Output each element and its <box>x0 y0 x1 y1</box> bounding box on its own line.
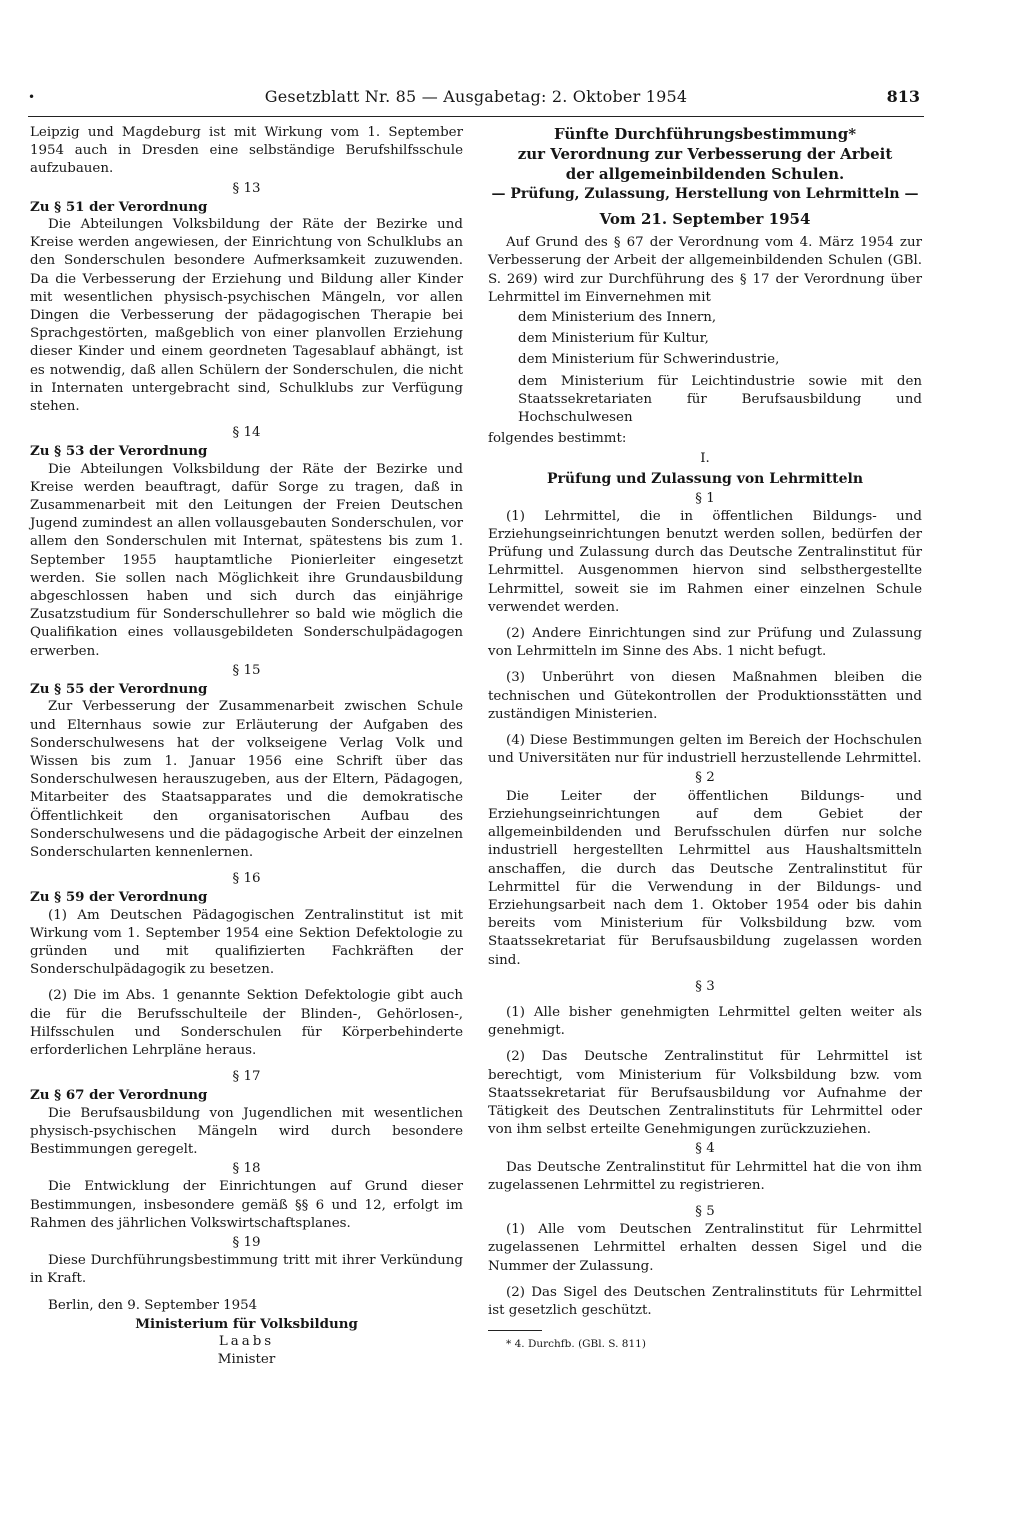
decree-title-line: Fünfte Durchführungsbestimmung* <box>553 125 857 143</box>
section-paragraph: (4) Diese Bestimmungen gelten im Bereich der Hochschulen und Universitäten nur für industriell herzustellende Lehrmittel. <box>488 733 922 767</box>
section-number: § 19 <box>232 1234 261 1250</box>
ministry-list-item: dem Ministerium für Kultur, <box>518 331 709 347</box>
ministry-list <box>518 309 922 427</box>
footnote: * 4. Durchfb. (GBl. S. 811) <box>506 1338 646 1351</box>
preamble: Auf Grund des § 67 der Verordnung vom 4. März 1954 zur Verbesserung der Arbeit der allgemeinbildenden Schulen (GBl. S. 269) wird zur Durchführung des § 17 der Verordnung über Lehrmittel im Einvernehmen mit <box>488 235 922 305</box>
part-title: Prüfung und Zulassung von Lehrmitteln <box>546 470 864 487</box>
section-paragraph: Diese Durchführungsbestimmung tritt mit ihrer Verkündung in Kraft. <box>30 1253 463 1287</box>
ministry-list-item: dem Ministerium des Innern, <box>518 310 717 326</box>
part-number: I. <box>700 451 710 467</box>
section-number: § 13 <box>232 180 261 196</box>
section-paragraph: Die Berufsausbildung von Jugendlichen mit wesentlichen physisch-psychischen Mängeln wird durch besondere Bestimmungen geregelt. <box>30 1105 463 1157</box>
left-column <box>30 124 463 1369</box>
place-date: Berlin, den 9. September 1954 <box>48 1297 258 1313</box>
intro-paragraph: Leipzig und Magdeburg ist mit Wirkung vom 1. September 1954 auch in Dresden eine selbständige Berufshilfsschule aufzubauen. <box>30 125 463 177</box>
section-paragraph: Die Entwicklung der Einrichtungen auf Grund dieser Bestimmungen, insbesondere gemäß §§ 6 und 12, erfolgt im Rahmen des jährlichen Volkswirtschaftsplanes. <box>30 1179 463 1231</box>
section-reference: Zu § 51 der Verordnung <box>30 198 208 215</box>
section-reference: Zu § 59 der Verordnung <box>30 889 208 906</box>
section-paragraph: (1) Alle bisher genehmigten Lehrmittel gelten weiter als genehmigt. <box>488 1004 922 1039</box>
section-number: § 3 <box>695 978 715 994</box>
section-number: § 14 <box>232 425 261 441</box>
section-number: § 18 <box>232 1161 261 1177</box>
signer-title: Minister <box>217 1352 276 1368</box>
section-number: § 2 <box>695 770 715 786</box>
page-number: 813 <box>886 87 920 106</box>
section-number: § 15 <box>232 662 261 678</box>
section-paragraph: (1) Alle vom Deutschen Zentralinstitut für Lehrmittel zugelassenen Lehrmittel erhalten dessen Sigel und die Nummer der Zulassung. <box>488 1222 922 1274</box>
decree-formula: folgendes bestimmt: <box>488 431 627 447</box>
section-number: § 17 <box>232 1069 261 1085</box>
section-paragraph: (3) Unberührt von diesen Maßnahmen bleiben die technischen und Gütekontrollen der Produktionsstätten und zuständigen Ministerien. <box>488 670 922 722</box>
section-reference: Zu § 55 der Verordnung <box>30 681 208 698</box>
section-paragraph: (1) Am Deutschen Pädagogischen Zentralinstitut ist mit Wirkung vom 1. September 1954 eine Sektion Defektologie zu gründen und mit qualifizierten Fachkräften der Sonderschulpädagogik zu besetzen. <box>30 907 463 978</box>
footnote-rule <box>488 1330 542 1331</box>
decree-title-line: der allgemeinbildenden Schulen. <box>565 165 845 183</box>
section-paragraph: (2) Die im Abs. 1 genannte Sektion Defektologie gibt auch die für die Berufsschulteile der Blinden-, Gehörlosen-, Hilfsschulen und Sonderschulen für Körperbehinderte erforderlichen Lehrpläne heraus. <box>30 988 463 1058</box>
section-paragraph: (2) Andere Einrichtungen sind zur Prüfung und Zulassung von Lehrmitteln im Sinne des Abs. 1 nicht befugt. <box>488 626 922 660</box>
section-reference: Zu § 67 der Verordnung <box>30 1087 208 1104</box>
section-paragraph: (2) Das Sigel des Deutschen Zentralinstituts für Lehrmittel ist gesetzlich geschützt. <box>488 1284 922 1318</box>
decree-date: Vom 21. September 1954 <box>599 210 811 228</box>
section-number: § 16 <box>232 871 261 887</box>
section-number: § 5 <box>695 1203 715 1219</box>
section-number: § 4 <box>695 1141 715 1157</box>
header-rule <box>28 116 924 117</box>
ministry-list-item: dem Ministerium für Schwerindustrie, <box>518 352 780 368</box>
decree-title-line: zur Verordnung zur Verbesserung der Arbeit <box>517 145 893 163</box>
section-paragraph: (2) Das Deutsche Zentralinstitut für Lehrmittel ist berechtigt, vom Ministerium für Volksbildung bzw. vom Staatssekretariat für Berufsausbildung vor Aufnahme der Tätigkeit des Deutschen Zentralinstituts für Lehrmittel oder von ihm selbst erteilte Genehmigungen zurückzuziehen. <box>488 1049 922 1138</box>
section-paragraph: Das Deutsche Zentralinstitut für Lehrmittel hat die von ihm zugelassenen Lehrmittel zu registrieren. <box>488 1159 922 1193</box>
ministry-name: Ministerium für Volksbildung <box>135 1315 358 1332</box>
section-paragraph: Die Abteilungen Volksbildung der Räte der Bezirke und Kreise werden angewiesen, der Einrichtung von Schulklubs an den Sonderschulen besondere Aufmerksamkeit zuzuwenden. Da die Verbesserung der Erziehung und Bildung aller Kinder mit wesentlichen physisch-psychischen Mängeln, vor allen Dingen die Verbesserung der pädagogischen Therapie bei Sprachgestörten, maßgeblich von einer planvollen Erziehung dieser Kinder und einem geordneten Tagesablauf abhängt, ist es notwendig, daß allen Schülern der Sonderschulen, die nicht in Internaten untergebracht sind, Schulklubs zur Verfügung stehen. <box>30 217 463 415</box>
section-paragraph: Zur Verbesserung der Zusammenarbeit zwischen Schule und Elternhaus sowie zur Erläuterung der Aufgaben des Sonderschulwesens hat der volkseigene Verlag Volk und Wissen bis zum 1. Januar 1956 eine Schrift über das Sonderschulwesen herauszugeben, aus der Eltern, Pädagogen, Mitarbeiter des Staatsapparates und die demokratische Öffentlichkeit den organisatorischen Aufbau des Sonderschulwesens und die pädagogische Arbeit der einzelnen Sonderschularten kennenlernen. <box>30 699 463 860</box>
section-number: § 1 <box>695 490 715 506</box>
section-paragraph: Die Abteilungen Volksbildung der Räte der Bezirke und Kreise werden beauftragt, dafür Sorge zu tragen, daß in Zusammenarbeit mit den Leitungen der Freien Deutschen Jugend zumindest an allen vollausgebauten Sonderschulen, vor allem den Sonderschulen mit Internat, spätestens bis zum 1. September 1955 hauptamtliche Pionierleiter eingesetzt werden. Sie sollen nach Möglichkeit ihre Grundausbildung abgeschlossen haben und sich durch das einjährige Zusatzstudium für Sonderschullehrer so bald wie möglich die Qualifikation eines vollausgebildeten Sonderschulpädagogen erwerben. <box>30 461 463 659</box>
section-paragraph: (1) Lehrmittel, die in öffentlichen Bildungs- und Erziehungseinrichtungen benutzt werden sollen, bedürfen der Prüfung und Zulassung durch das Deutsche Zentralinstitut für Lehrmittel. Ausgenommen hiervon sind selbsthergestellte Lehrmittel, soweit sie im Rahmen einer einzelnen Schule verwendet werden. <box>488 508 922 615</box>
decree-subtitle: — Prüfung, Zulassung, Herstellung von Lehrmitteln — <box>491 186 919 202</box>
section-paragraph: Die Leiter der öffentlichen Bildungs- und Erziehungseinrichtungen auf dem Gebiet der allgemeinbildenden und Berufsschulen dürfen nur solche industriell hergestellten Lehrmittel aus Haushaltsmitteln anschaffen, die durch das Deutsche Zentralinstitut für Lehrmittel für die Verwendung in der Bildungs- und Erziehungsarbeit nach dem 1. Oktober 1954 oder bis dahin bereits vom Ministerium für Volksbildung bzw. vom Staatssekretariat für Berufsausbildung zugelassen worden sind. <box>488 788 922 968</box>
ministry-list-item: dem Ministerium für Leichtindustrie sowie mit den Staatssekretariaten für Berufsausbildung und Hochschulwesen <box>518 373 922 426</box>
running-title: Gesetzblatt Nr. 85 — Ausgabetag: 2. Oktober 1954 <box>264 87 688 106</box>
page-header <box>28 88 924 114</box>
margin-mark: • <box>28 90 36 104</box>
section-reference: Zu § 53 der Verordnung <box>30 443 208 460</box>
signer-name: Laabs <box>218 1334 275 1349</box>
right-column <box>488 124 922 1353</box>
